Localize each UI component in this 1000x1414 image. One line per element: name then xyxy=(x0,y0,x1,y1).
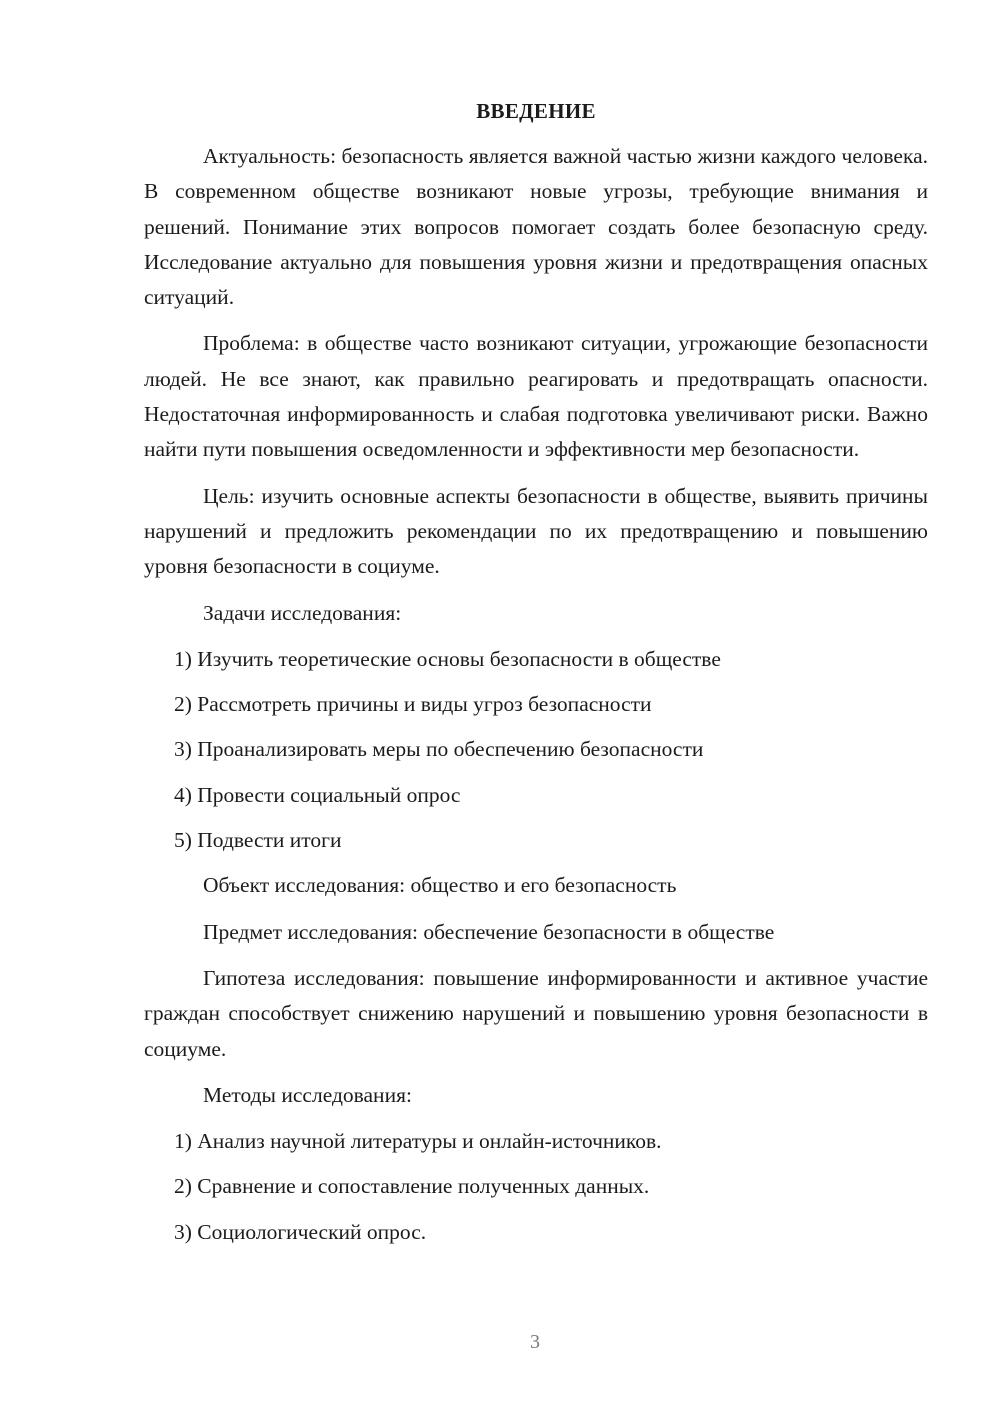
tasks-list xyxy=(144,642,928,858)
list-item: 1) Изучить теоретические основы безопасности в обществе xyxy=(174,646,721,671)
document-body xyxy=(144,94,928,1260)
goal-paragraph: Цель: изучить основные аспекты безопасности в обществе, выявить причины нарушений и предложить рекомендации по их предотвращению и повышению уровня безопасности в социуме. xyxy=(144,483,928,579)
methods-list xyxy=(144,1124,928,1250)
methods-heading: Методы исследования: xyxy=(203,1082,412,1107)
relevance-paragraph: Актуальность: безопасность является важной частью жизни каждого человека. В современном обществе возникают новые угрозы, требующие внимания и решений. Понимание этих вопросов помогает создать более безопасную среду. Исследование актуально для повышения уровня жизни и предотвращения опасных ситуаций. xyxy=(144,144,928,310)
object-paragraph: Объект исследования: общество и его безопасность xyxy=(203,873,677,898)
list-item: 2) Рассмотреть причины и виды угроз безопасности xyxy=(174,692,652,717)
tasks-heading: Задачи исследования: xyxy=(203,600,402,625)
list-item: 3) Проанализировать меры по обеспечению безопасности xyxy=(174,737,704,762)
list-item: 1) Анализ научной литературы и онлайн-источников. xyxy=(174,1129,662,1154)
list-item: 5) Подвести итоги xyxy=(174,828,342,853)
page-number: 3 xyxy=(530,1331,540,1353)
problem-paragraph: Проблема: в обществе часто возникают ситуации, угрожающие безопасности людей. Не все знают, как правильно реагировать и предотвращать опасности. Недостаточная информированность и слабая подготовка увеличивают риски. Важно найти пути повышения осведомленности и эффективности мер безопасности. xyxy=(144,331,928,462)
hypothesis-paragraph: Гипотеза исследования: повышение информированности и активное участие граждан способствует снижению нарушений и повышению уровня безопасности в социуме. xyxy=(144,965,928,1061)
subject-paragraph: Предмет исследования: обеспечение безопасности в обществе xyxy=(203,919,775,944)
list-item: 2) Сравнение и сопоставление полученных данных. xyxy=(174,1174,650,1199)
list-item: 4) Провести социальный опрос xyxy=(174,782,461,807)
list-item: 3) Социологический опрос. xyxy=(174,1219,427,1244)
section-title: ВВЕДЕНИЕ xyxy=(476,99,596,123)
